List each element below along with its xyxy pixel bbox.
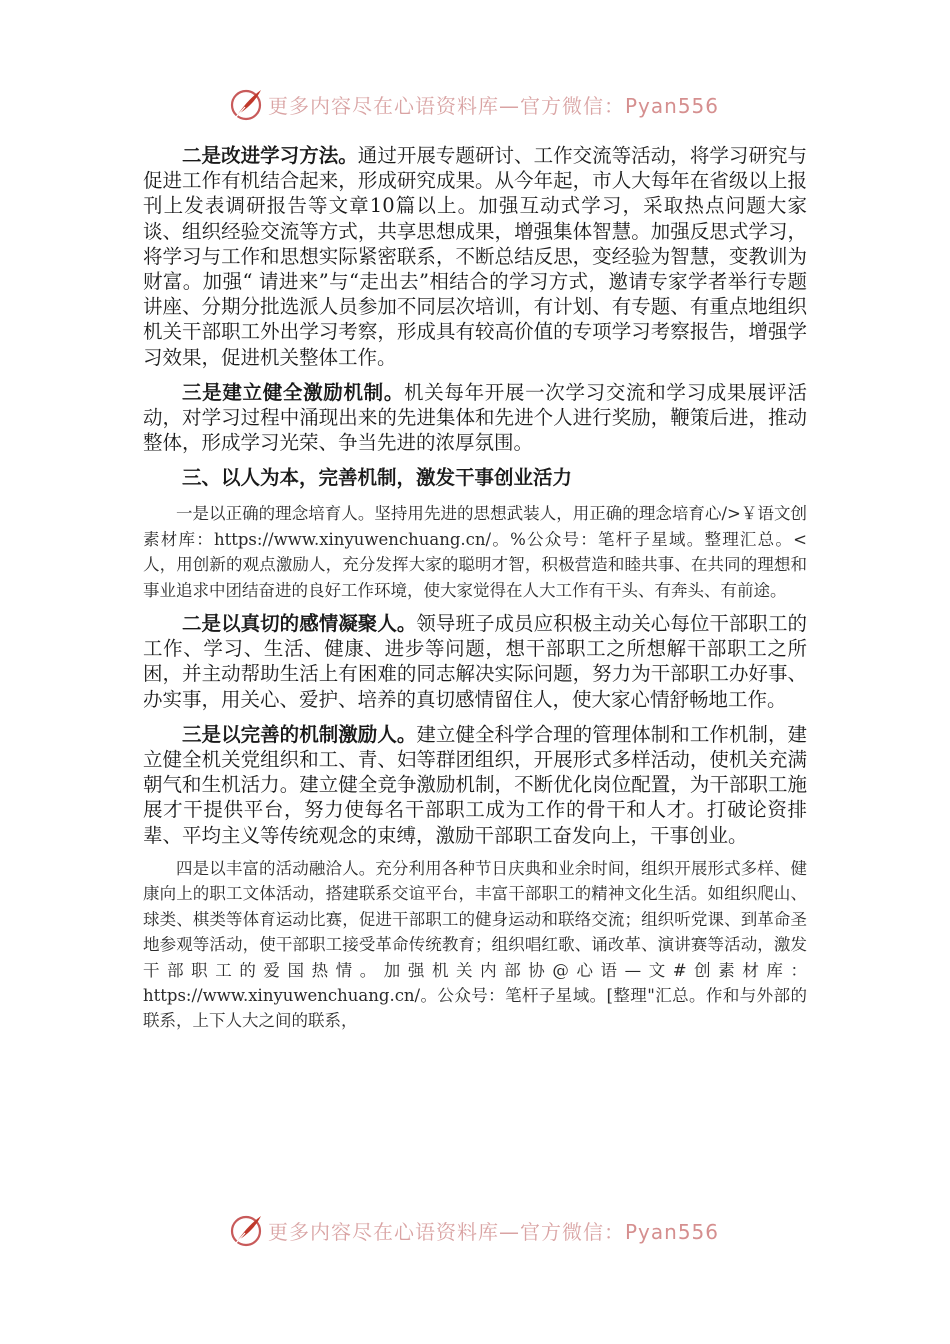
banner-text: 更多内容尽在心语资料库—官方微信：Pyan556 bbox=[268, 1219, 720, 1244]
paragraph-activities: 四是以丰富的活动融洽人。充分利用各种节日庆典和业余时间，组织开展形式多样、健康向上的职工文体活动，搭建联系交谊平台，丰富干部职工的精神文化生活。如组织爬山、球类、棋类等体育运动比赛，促进干部职工的健身运动和联络交流；组织听党课、到革命圣地参观等活动，使干部职工接受革命传统教育；组织唱红歌、诵改革、演讲赛等活动，激发干部职工的爱国热情。加强机关内部协@心语—文#创素材库：https://www.xinyuwenchuang.cn/。公众号：笔杆子星域。[整理"汇总。作和与外部的联系，上下人大之间的联系， bbox=[143, 858, 807, 1031]
paragraph-incentive-mechanism bbox=[143, 380, 807, 456]
section-heading: 三、以人为本，完善机制，激发干事创业活力 bbox=[182, 466, 573, 490]
banner-text: 更多内容尽在心语资料库—官方微信：Pyan556 bbox=[268, 93, 720, 118]
wechat-id: Pyan556 bbox=[625, 1219, 720, 1244]
paragraph-motivate-people bbox=[143, 722, 807, 848]
paragraph-unite-people bbox=[143, 611, 807, 712]
quill-pen-icon bbox=[228, 1212, 264, 1248]
paragraph-text: 机关每年开展一次学习交流和学习成果展评活动，对学习过程中涌现出来的先进集体和先进个人进行奖励，鞭策后进，推动整体，形成学习光荣、争当先进的浓厚氛围。 bbox=[143, 380, 807, 455]
paragraph-cultivate-people: 一是以正确的理念培育人。坚持用先进的思想武装人，用正确的理念培育心/>￥语文创素材库：https://www.xinyuwenchuang.cn/。%公众号：笔杆子星域。整理汇总。<人，用创新的观点激励人，充分发挥大家的聪明才智，积极营造和睦共事、在共同的理想和事业追求中团结奋进的良好工作环境，使大家觉得在人大工作有干头、有奔头、有前途。 bbox=[143, 504, 807, 600]
document-body bbox=[143, 143, 807, 1034]
paragraph-text: 通过开展专题研讨、工作交流等活动，将学习研究与促进工作有机结合起来，形成研究成果。从今年起，市人大每年在省级以上报刊上发表调研报告等文章10篇以上。加强互动式学习，采取热点问题大家谈、组织经验交流等方式，共享思想成果，增强集体智慧。加强反思式学习，将学习与工作和思想实际紧密联系，不断总结反思，变经验为智慧，变教训为财富。加强“ 请进来”与“走出去”相结合的学习方式，邀请专家学者举行专题讲座、分期分批选派人员参加不同层次培训，有计划、有专题、有重点地组织机关干部职工外出学习考察，形成具有较高价值的专项学习考察报告，增强学习效果，促进机关整体工作。 bbox=[143, 144, 807, 369]
paragraph-text: 建立健全科学合理的管理体制和工作机制，建立健全机关党组织和工、青、妇等群团组织，开展形式多样活动，使机关充满朝气和生机活力。建立健全竞争激励机制，不断优化岗位配置，为干部职工施展才干提供平台，努力使每名干部职工成为工作的骨干和人才。打破论资排辈、平均主义等传统观念的束缚，激励干部职工奋发向上，干事创业。 bbox=[143, 722, 807, 847]
paragraph-lead: 二是以真切的感情凝聚人。 bbox=[182, 612, 417, 636]
quill-pen-icon bbox=[228, 86, 264, 122]
paragraph-text: 领导班子成员应积极主动关心每位干部职工的工作、学习、生活、健康、进步等问题，想干部职工之所想解干部职工之所困，并主动帮助生活上有困难的同志解决实际问题，努力为干部职工办好事、办实事，用关心、爱护、培养的真切感情留住人，使大家心情舒畅地工作。 bbox=[143, 612, 807, 711]
footer-banner bbox=[228, 1210, 748, 1250]
paragraph-improve-learning bbox=[143, 143, 807, 370]
paragraph-lead: 二是改进学习方法。 bbox=[182, 144, 358, 167]
header-banner bbox=[228, 84, 748, 124]
wechat-id: Pyan556 bbox=[625, 93, 720, 118]
paragraph-lead: 三是建立健全激励机制。 bbox=[182, 380, 405, 404]
paragraph-lead: 三是以完善的机制激励人。 bbox=[182, 722, 417, 746]
